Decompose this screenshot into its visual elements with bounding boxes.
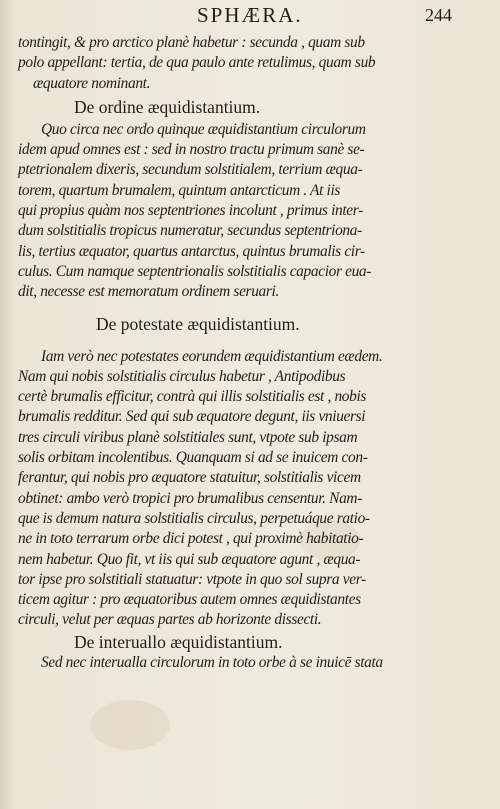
text-line: dit, necesse est memoratum ordinem seruari.: [18, 283, 279, 301]
text-line: solis orbitam incolentibus. Quanquam si ad se inuicem con-: [18, 449, 368, 467]
text-line: culus. Cum namque septentrionalis solstitialis capacior eua-: [18, 262, 372, 280]
paper-stain: [90, 700, 170, 750]
text-line: qui propius quàm nos septentriones incolunt , primus inter-: [18, 202, 363, 220]
text-line: Nam qui nobis solstitialis circulus habetur , Antipodibus: [18, 367, 346, 385]
text-line: obtinet: ambo verò tropici pro brumalibus censentur. Nam-: [18, 489, 362, 507]
section-heading: De ordine æquidistantium.: [74, 96, 261, 117]
text-line: Quo circa nec ordo quinque æquidistantium circulorum: [41, 120, 366, 138]
text-line: Iam verò nec potestates eorundem æquidistantium eædem.: [41, 347, 383, 365]
section-heading: De interuallo æquidistantium.: [74, 631, 283, 652]
text-line: circuli, velut per æquas partes ab horizonte dissecti.: [18, 611, 322, 629]
text-line: ticem agitur : pro æquatoribus autem omnes æquidistantes: [18, 591, 361, 609]
text-line: ptetrionalem dixeris, secundum solstitialem, terrium æqua-: [18, 161, 363, 179]
running-title: SPHÆRA.: [197, 3, 303, 27]
text-line: que is demum natura solstitialis circulus, perpetuáque ratio-: [18, 509, 370, 527]
page-number: 244: [425, 5, 452, 25]
running-head: [0, 3, 500, 29]
text-line: torem, quartum brumalem, quintum antarcticum . At iis: [18, 181, 341, 199]
page-body: [18, 33, 490, 673]
text-line: tontingit, & pro arctico planè habetur : secunda , quam sub: [18, 34, 365, 51]
text-line: tres circuli viribus planè solstitiales sunt, vtpote sub ipsam: [18, 428, 358, 446]
text-line: idem apud omnes est : sed in nostro tractu primum sanè se-: [18, 141, 365, 159]
text-line: nem habetur. Quo fit, vt iis qui sub æquatore agunt , æqua-: [18, 550, 361, 568]
text-line: tor ipse pro solstitiali statuatur: vtpote in quo sol supra ver-: [18, 570, 366, 588]
text-line: lis, tertius æquator, quartus antarctus, quintus brumalis cir-: [18, 242, 365, 260]
text-line: ferantur, qui nobis pro æquatore statuitur, solstitialis vicem: [18, 469, 361, 487]
text-line: Sed nec interualla circulorum in toto orbe à se inuicē stata: [41, 653, 383, 671]
section-heading: De potestate æquidistantium.: [96, 313, 300, 334]
text-line: brumalis redditur. Sed qui sub æquatore degunt, iis vniuersi: [18, 408, 366, 426]
text-line: æquatore nominant.: [33, 74, 151, 92]
text-line: polo appellant: tertia, de qua paulo ante retulimus, quam sub: [18, 54, 376, 72]
text-line: ne in toto terrarum orbe dici potest , qui proximè habitatio-: [18, 530, 364, 548]
text-line: dum solstitialis tropicus numeratur, secundus septentriona-: [18, 222, 362, 240]
text-line: certè brumalis efficitur, contrà qui illis solstitialis est , nobis: [18, 388, 367, 406]
